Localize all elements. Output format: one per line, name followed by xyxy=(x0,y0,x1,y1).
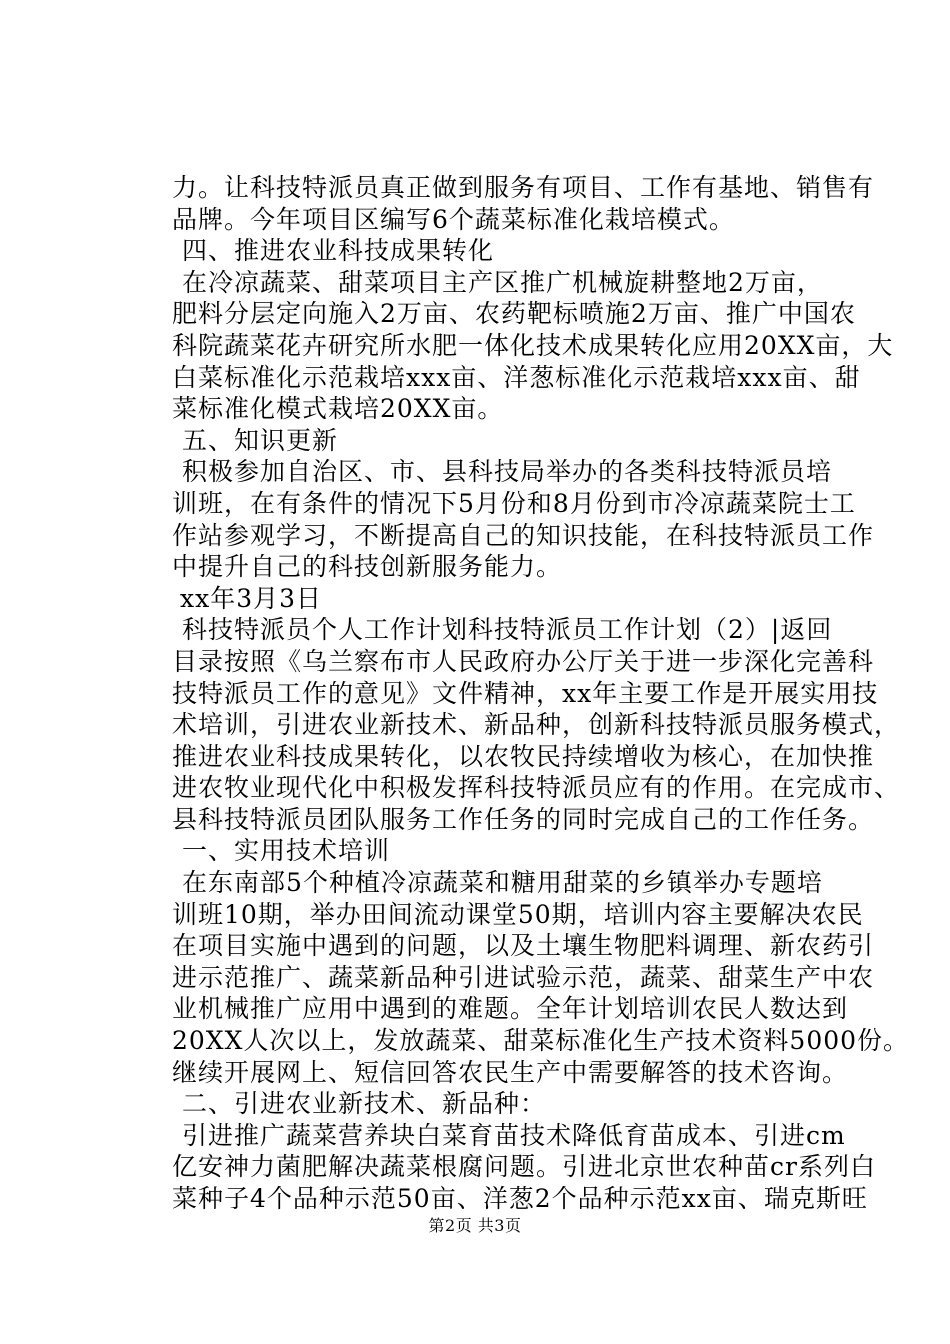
section-heading: 五、知识更新 xyxy=(182,425,339,455)
text-line: 白菜标准化示范栽培xxx亩、洋葱标准化示范栽培xxx亩、甜 xyxy=(172,362,861,392)
text-line: 进农牧业现代化中积极发挥科技特派员应有的作用。在完成市、 xyxy=(172,773,901,803)
text-line: 县科技特派员团队服务工作任务的同时完成自己的工作任务。 xyxy=(172,804,875,834)
text-line: 肥料分层定向施入2万亩、农药靶标喷施2万亩、推广中国农 xyxy=(172,299,856,329)
text-line: 亿安神力菌肥解决蔬菜根腐问题。引进北京世农种苗cr系列白 xyxy=(172,1152,876,1182)
text-line: 进示范推广、蔬菜新品种引进试验示范，蔬菜、甜菜生产中农 xyxy=(172,962,875,992)
text-line: 科技特派员个人工作计划科技特派员工作计划（2）|返回 xyxy=(182,615,833,645)
text-line: 业机械推广应用中遇到的难题。全年计划培训农民人数达到 xyxy=(172,994,849,1024)
text-line: 菜标准化模式栽培20XX亩。 xyxy=(172,394,504,424)
page-footer: 第2页 共3页 xyxy=(428,1216,522,1235)
section-heading: 一、实用技术培训 xyxy=(182,836,391,866)
text-line: 菜种子4个品种示范50亩、洋葱2个品种示范xx亩、瑞克斯旺 xyxy=(172,1184,868,1213)
text-line: 在东南部5个种植冷凉蔬菜和糖用甜菜的乡镇举办专题培 xyxy=(182,868,823,898)
document-body xyxy=(172,172,910,1215)
date-line: xx年3月3日 xyxy=(180,583,323,613)
text-line: 技特派员工作的意见》文件精神，xx年主要工作是开展实用技 xyxy=(172,678,879,708)
text-line: 训班，在有条件的情况下5月份和8月份到市冷凉蔬菜院士工 xyxy=(172,488,856,518)
text-line: 作站参观学习，不断提高自己的知识技能，在科技特派员工作 xyxy=(172,520,875,550)
text-line: 在冷凉蔬菜、甜菜项目主产区推广机械旋耕整地2万亩， xyxy=(182,267,823,297)
text-line: 在项目实施中遇到的问题，以及土壤生物肥料调理、新农药引 xyxy=(172,931,875,961)
text-line: 积极参加自治区、市、县科技局举办的各类科技特派员培 xyxy=(182,457,833,487)
text-line: 推进农业科技成果转化，以农牧民持续增收为核心，在加快推 xyxy=(172,741,875,771)
text-line: 20XX人次以上，发放蔬菜、甜菜标准化生产技术资料5000份。 xyxy=(172,1026,910,1056)
text-line: 中提升自己的科技创新服务能力。 xyxy=(172,552,563,582)
text-line: 继续开展网上、短信回答农民生产中需要解答的技术咨询。 xyxy=(172,1057,849,1087)
text-line: 力。让科技特派员真正做到服务有项目、工作有基地、销售有 xyxy=(172,173,875,202)
text-line: 科院蔬菜花卉研究所水肥一体化技术成果转化应用20XX亩，大 xyxy=(172,330,894,360)
text-line: 目录按照《乌兰察布市人民政府办公厅关于进一步深化完善科 xyxy=(172,646,875,676)
text-line: 术培训，引进农业新技术、新品种，创新科技特派员服务模式， xyxy=(172,710,901,740)
text-line: 训班10期，举办田间流动课堂50期，培训内容主要解决农民 xyxy=(172,899,864,929)
text-line: 引进推广蔬菜营养块白菜育苗技术降低育苗成本、引进cm xyxy=(182,1120,846,1150)
text-line: 品牌。今年项目区编写6个蔬菜标准化栽培模式。 xyxy=(172,204,735,234)
section-heading: 二、引进农业新技术、新品种： xyxy=(182,1089,547,1119)
section-heading: 四、推进农业科技成果转化 xyxy=(182,236,495,266)
